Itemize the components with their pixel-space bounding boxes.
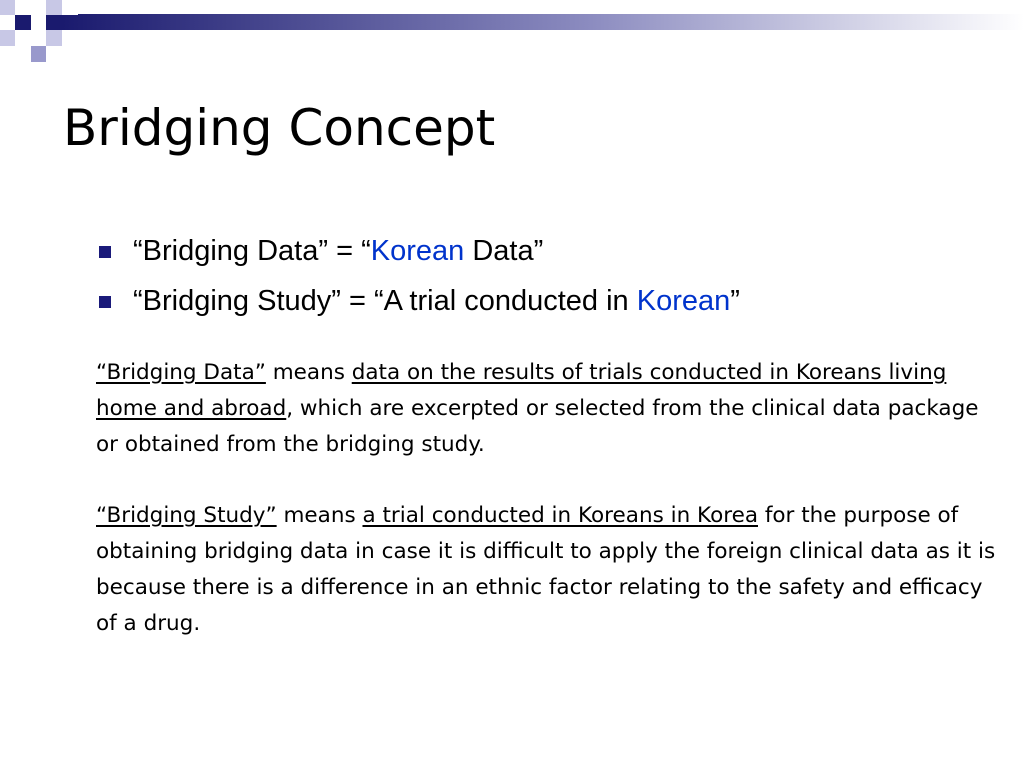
bullet-highlight: Korean bbox=[370, 235, 465, 267]
deco-square bbox=[0, 0, 15, 15]
bullet-highlight: Korean bbox=[636, 285, 731, 317]
header-gradient-bar bbox=[62, 14, 1024, 30]
defined-term: “Bridging Study” bbox=[96, 503, 277, 528]
square-bullet-icon bbox=[99, 296, 111, 308]
bullet-item bbox=[98, 226, 978, 276]
square-bullet-icon bbox=[99, 246, 111, 258]
connector-text: means bbox=[276, 503, 363, 528]
deco-square bbox=[62, 0, 78, 15]
defined-term: “Bridging Data” bbox=[96, 360, 266, 385]
deco-square bbox=[15, 15, 31, 30]
connector-text: means bbox=[265, 360, 352, 385]
bullet-text: Data” bbox=[464, 235, 544, 267]
definition-text: data on the results of trials conducted in Koreans living home and abroad bbox=[96, 360, 947, 421]
paragraph-text: for the purpose of obtaining bridging data in case it is difficult to apply the foreign clinical data as it is because there is a difference in an ethnic factor relating to the safety and efficacy of a drug. bbox=[96, 503, 996, 636]
bullet-text: “Bridging Data” = “ bbox=[133, 235, 371, 267]
header-decoration bbox=[0, 0, 1024, 62]
bullet-text: “Bridging Study” = “A trial conducted in bbox=[133, 285, 637, 317]
definition-text: a trial conducted in Koreans in Korea bbox=[362, 503, 758, 528]
slide-title: Bridging Concept bbox=[63, 99, 496, 157]
deco-square bbox=[46, 0, 62, 15]
bullet-list bbox=[98, 226, 978, 326]
paragraph-text: , which are excerpted or selected from the clinical data package or obtained from the bridging study. bbox=[96, 396, 979, 457]
deco-square bbox=[0, 30, 15, 46]
deco-square bbox=[46, 15, 62, 30]
deco-square bbox=[15, 0, 31, 15]
definition-paragraph bbox=[96, 498, 996, 642]
definition-paragraph bbox=[96, 355, 996, 463]
bullet-item bbox=[98, 276, 978, 326]
deco-square bbox=[15, 30, 31, 46]
deco-square bbox=[46, 30, 62, 46]
bullet-text: ” bbox=[730, 285, 740, 317]
deco-square bbox=[31, 15, 46, 30]
deco-square bbox=[31, 46, 46, 62]
